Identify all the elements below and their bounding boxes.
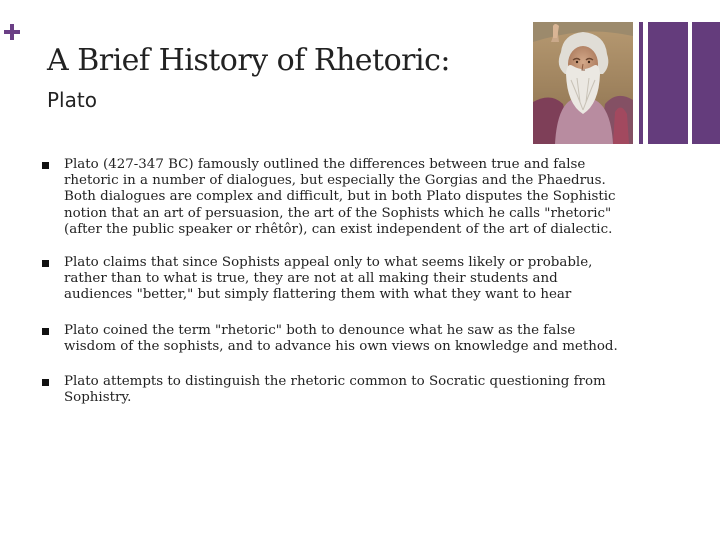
accent-bar-thin: [639, 22, 643, 144]
bullet-list: [42, 157, 622, 423]
bullet-item: [42, 157, 622, 238]
bullet-item: [42, 323, 622, 355]
slide-title: A Brief History of Rhetoric:: [47, 43, 450, 78]
accent-bar-thick: [648, 22, 688, 144]
accent-bar-right: [692, 22, 720, 144]
square-bullet-icon: [42, 379, 49, 386]
slide-subtitle: Plato: [47, 88, 97, 112]
plus-icon: [4, 24, 20, 40]
square-bullet-icon: [42, 328, 49, 335]
bullet-text: Plato coined the term "rhetoric" both to denounce what he saw as the false wisdom of the sophists, and to advance his own views on knowledge and method.: [64, 322, 618, 354]
bullet-item: [42, 374, 622, 406]
bullet-text: Plato attempts to distinguish the rhetoric common to Socratic questioning from Sophistry.: [64, 374, 606, 406]
plato-portrait-image: [533, 22, 633, 144]
bullet-text: Plato claims that since Sophists appeal only to what seems likely or probable, rather than to what is true, they are not at all making their students and audiences "better," but simply flattering them with what they want to hear: [64, 255, 593, 303]
square-bullet-icon: [42, 162, 49, 169]
bullet-item: [42, 255, 622, 304]
bullet-text: Plato (427-347 BC) famously outlined the differences between true and false rhetoric in a number of dialogues, but especially the Gorgias and the Phaedrus. Both dialogues are complex and difficult, but in both Plato disputes the Sophistic notion that an art of persuasion, the art of the Sophists which he calls "rhetoric" (after the public speaker or rhêtôr), can exist independent of the art of dialectic.: [64, 157, 616, 237]
square-bullet-icon: [42, 260, 49, 267]
